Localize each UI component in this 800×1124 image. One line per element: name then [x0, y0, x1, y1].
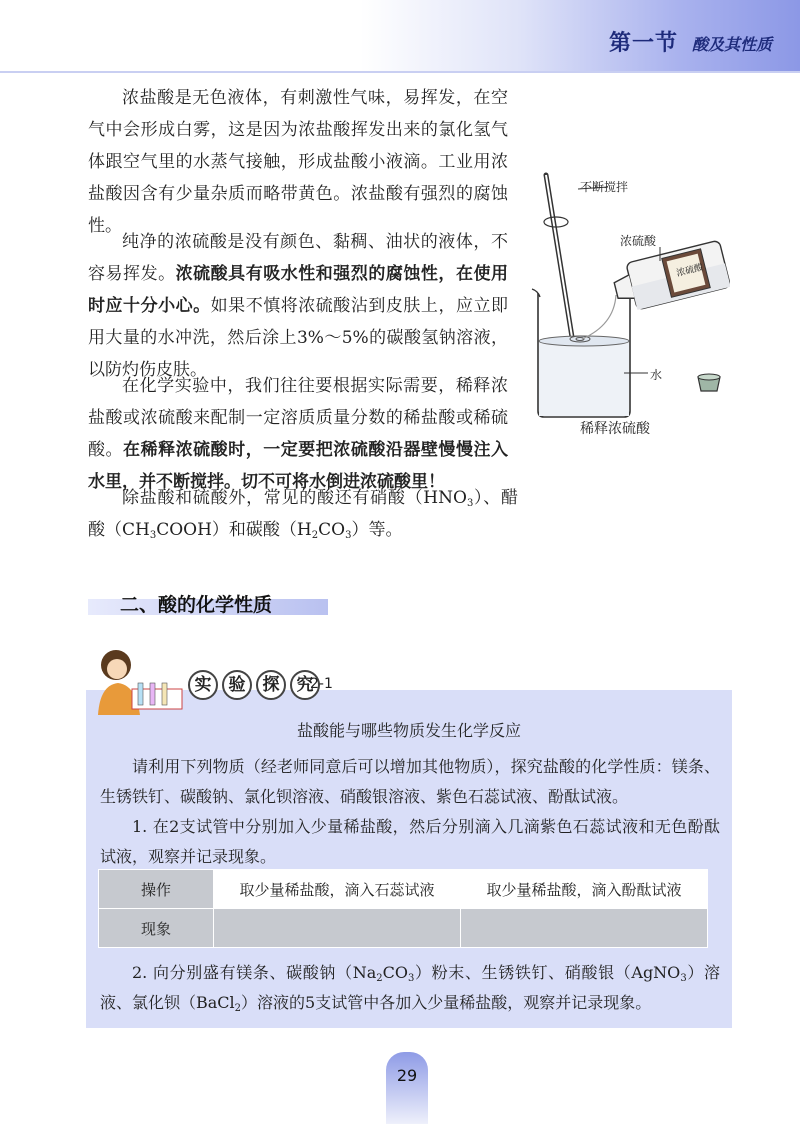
page-number-tab	[386, 1052, 428, 1124]
section-title: 酸及其性质	[691, 35, 772, 54]
text: CO	[382, 963, 408, 982]
text: 除盐酸和硫酸外，常见的酸还有硝酸（HNO	[122, 488, 467, 508]
bold-dilution-rule: 在稀释浓硫酸时，一定要把浓硫酸沿器壁慢慢注入水里，并不断搅拌。切不可将水倒进浓硫酸里！	[88, 440, 509, 492]
experiment-badge	[188, 670, 320, 700]
text: 2. 向分别盛有镁条、碳酸钠（Na	[132, 963, 377, 982]
table-cell-empty	[214, 909, 461, 948]
acid-bottle	[610, 240, 730, 314]
subscript: 3	[408, 973, 415, 984]
paragraph-dilution	[88, 370, 508, 498]
badge-char: 实	[188, 670, 218, 700]
paragraph-hydrochloric: 浓盐酸是无色液体，有刺激性气味，易挥发，在空气中会形成白雾，这是因为浓盐酸挥发出来的氯化氢气体跟空气里的水蒸气接触，形成盐酸小液滴。工业用浓盐酸因含有少量杂质而略带黄色。浓盐酸有强烈的腐蚀性。	[88, 88, 508, 236]
dilution-illustration	[520, 165, 730, 445]
test-tube	[162, 683, 167, 705]
text: 纯净的浓硫酸是没有颜色、黏稠、油状的液体，不容易挥发。	[88, 232, 508, 284]
section-heading: 二、酸的化学性质	[120, 594, 273, 616]
header-divider	[0, 71, 800, 73]
chapter-header	[609, 26, 772, 57]
text: ）粉末、生锈铁钉、硝酸银（AgNO	[414, 963, 681, 982]
table-row	[99, 909, 708, 948]
subscript: 3	[345, 530, 352, 541]
subscript: 3	[149, 530, 157, 541]
badge-char: 究	[290, 670, 320, 700]
subscript: 3	[466, 498, 474, 509]
label-stir: 不断搅拌	[580, 180, 629, 194]
page-number: 29	[396, 1066, 418, 1085]
subscript: 2	[311, 530, 319, 541]
acid-stream	[582, 295, 616, 339]
subscript: 2	[376, 973, 383, 984]
table-cell: 取少量稀盐酸，滴入石蕊试液	[214, 870, 461, 909]
face	[107, 659, 127, 679]
section-number: 第一节	[608, 31, 678, 56]
experiment-step2	[100, 958, 720, 1018]
text: CO	[318, 520, 346, 540]
label-water: 水	[650, 368, 663, 382]
bottle-label-text: 浓硫酸	[675, 262, 705, 280]
text: ）溶液、氯化钡（BaCl	[100, 963, 720, 1012]
text: COOH）和碳酸（H	[156, 520, 312, 540]
test-tube	[138, 683, 143, 705]
text: ）溶液的5支试管中各加入少量稀盐酸，观察并记录现象。	[241, 993, 652, 1012]
figure-caption: 稀释浓硫酸	[580, 421, 650, 437]
text: 在化学实验中，我们往往要根据实际需要，稀释浓盐酸或浓硫酸来配制一定溶质质量分数的稀盐酸或稀硫酸。	[88, 376, 508, 460]
table-cell-label: 现象	[99, 909, 214, 948]
table-cell-empty	[461, 909, 708, 948]
observation-table	[98, 869, 708, 948]
badge-char: 验	[222, 670, 252, 700]
label-acid: 浓硫酸	[620, 234, 657, 248]
subscript: 2	[234, 1003, 242, 1014]
text: 如果不慎将浓硫酸沾到皮肤上，应立即用大量的水冲洗，然后涂上3%～5%的碳酸氢钠溶液，以防灼伤皮肤。	[88, 296, 509, 380]
table-cell-label: 操作	[99, 870, 214, 909]
bold-warning: 浓硫酸具有吸水性和强烈的腐蚀性，在使用时应十分小心。	[88, 264, 508, 316]
text: ）、醋酸（CH	[88, 488, 519, 540]
paragraph-sulfuric	[88, 226, 508, 386]
subscript: 3	[680, 973, 687, 984]
experiment-intro: 请利用下列物质（经老师同意后可以增加其他物质），探究盐酸的化学性质：镁条、生锈铁钉、碳酸钠、氯化钡溶液、硝酸银溶液、紫色石蕊试液、酚酞试液。	[100, 757, 720, 806]
badge-char: 探	[256, 670, 286, 700]
student-illustration	[90, 645, 190, 715]
experiment-heading: 盐酸能与哪些物质发生化学反应	[296, 721, 521, 740]
stopper-top	[698, 374, 720, 380]
water	[539, 341, 629, 416]
test-tube	[150, 683, 155, 705]
experiment-step1: 1. 在2支试管中分别加入少量稀盐酸，然后分别滴入几滴紫色石蕊试液和无色酚酞试液，观察并记录现象。	[100, 817, 720, 866]
table-cell: 取少量稀盐酸，滴入酚酞试液	[461, 870, 708, 909]
text: ）等。	[351, 520, 403, 540]
paragraph-other-acids	[88, 482, 518, 546]
experiment-number: 2-1	[310, 676, 333, 692]
table-row	[99, 870, 708, 909]
